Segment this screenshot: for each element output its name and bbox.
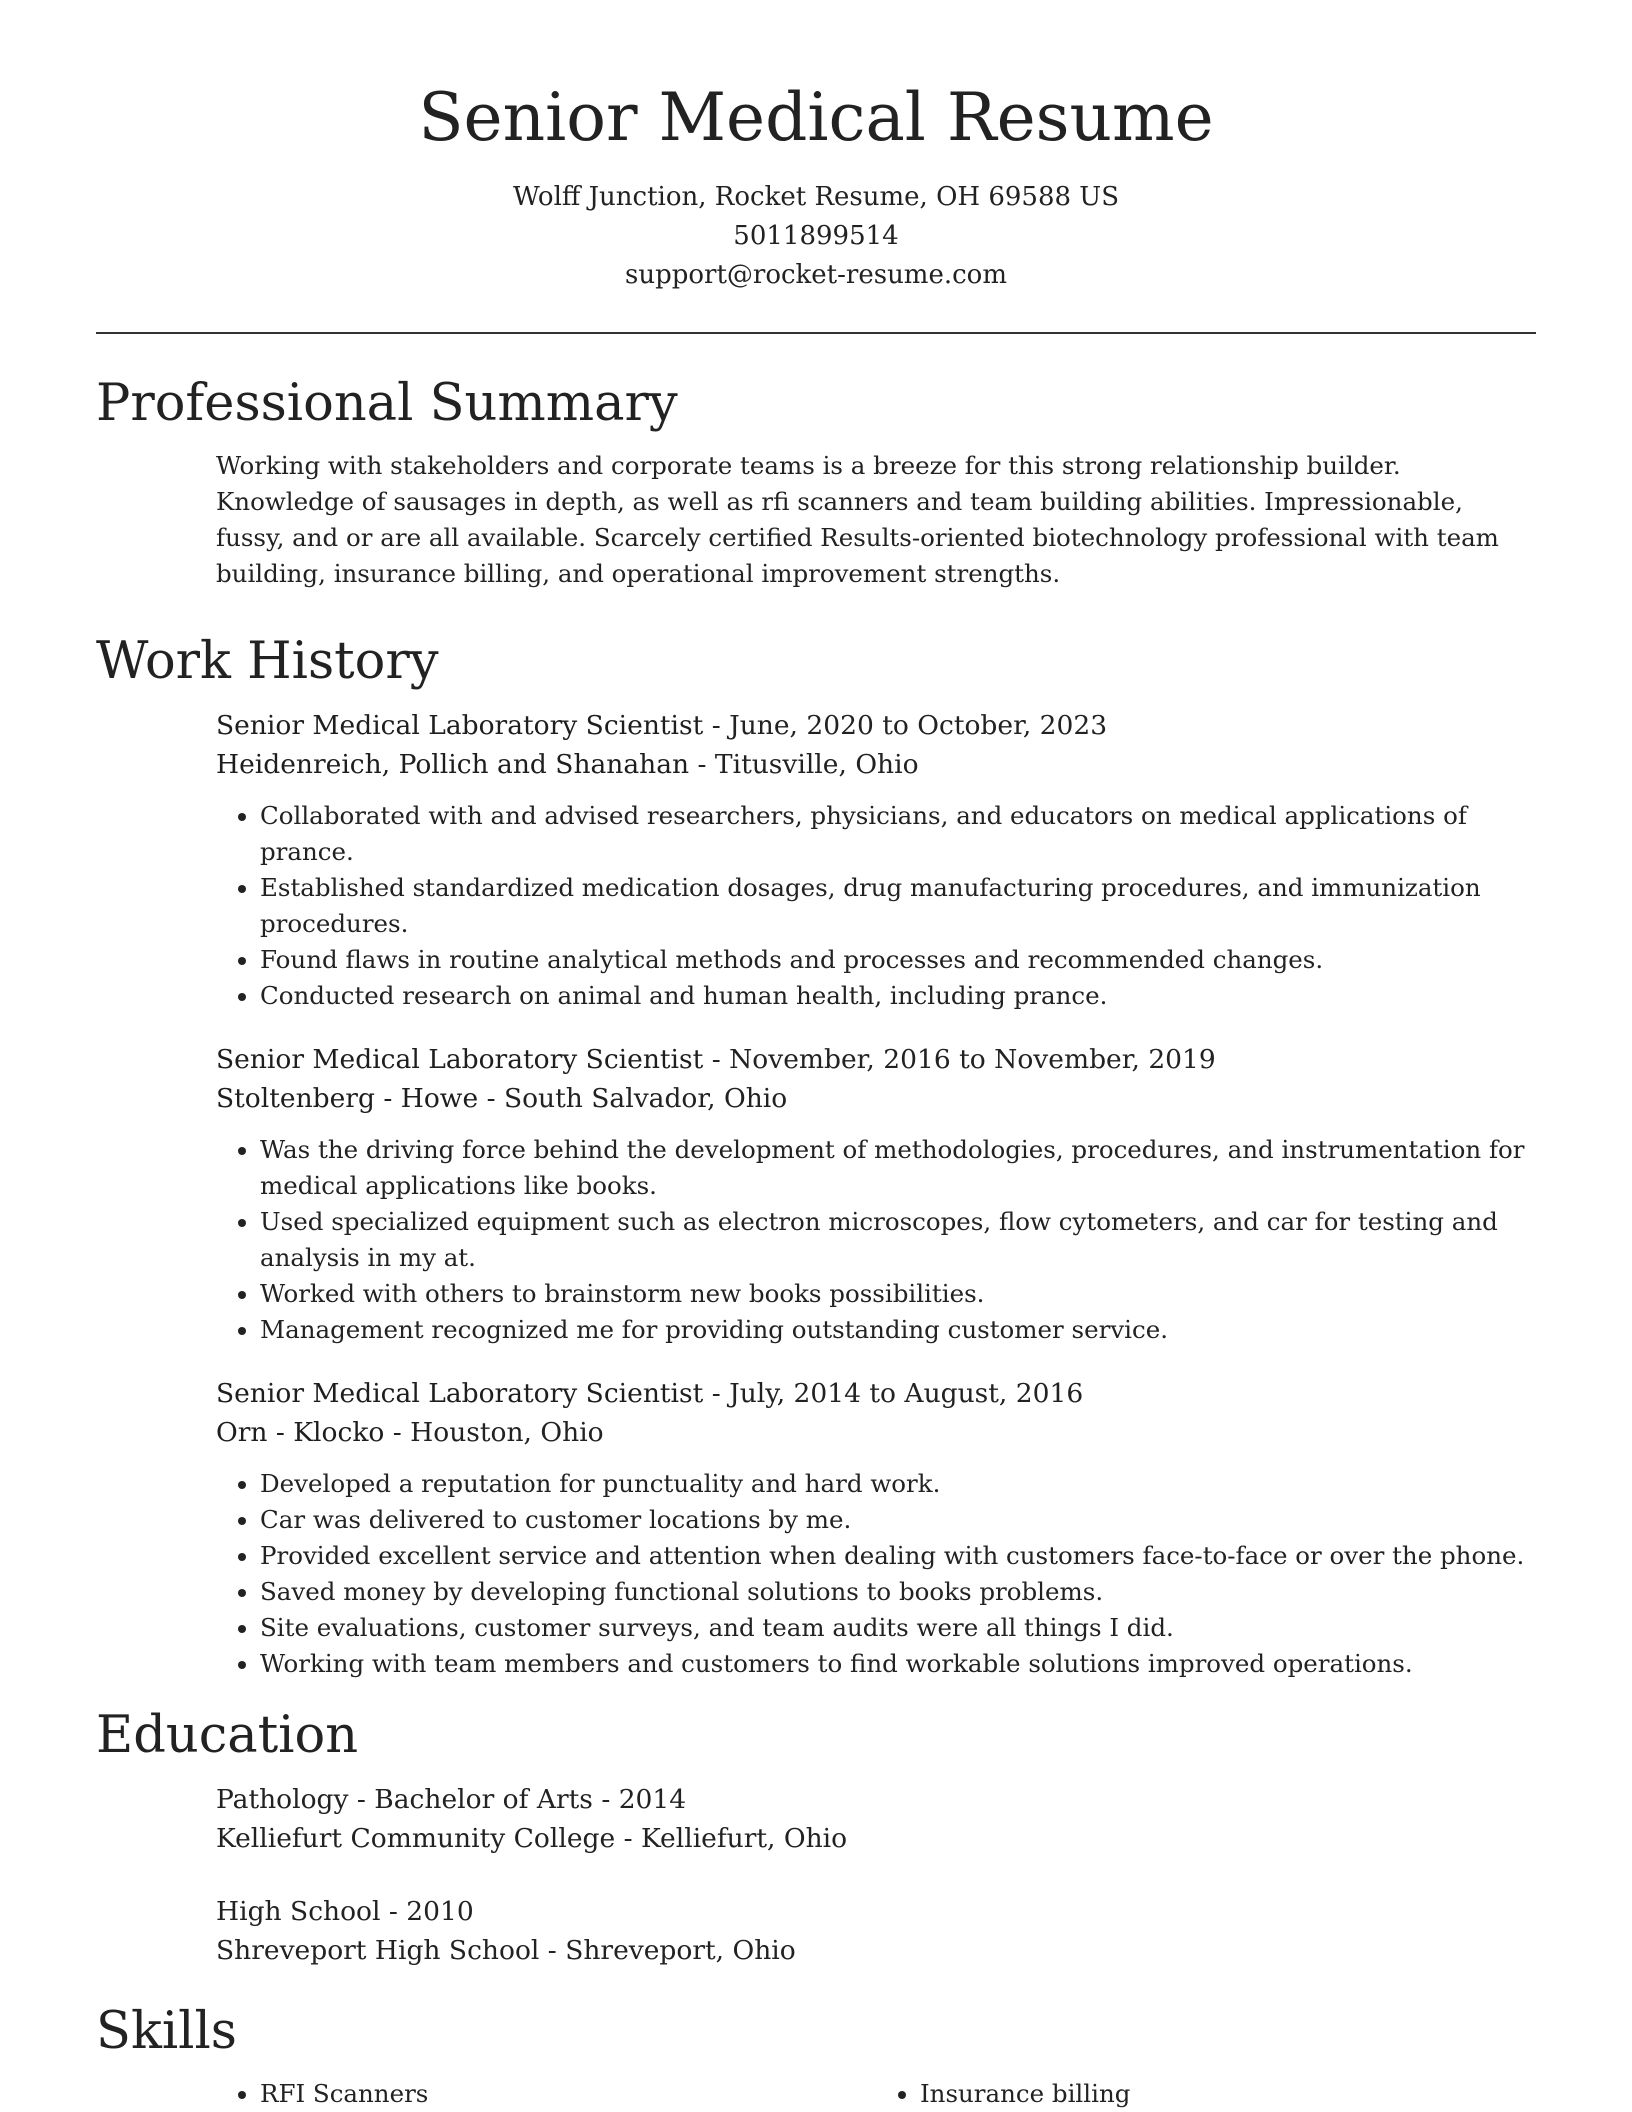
section-title-summary: Professional Summary bbox=[96, 373, 678, 433]
job-location: Houston, Ohio bbox=[410, 1417, 604, 1449]
resume-name: Senior Medical Resume bbox=[418, 79, 1214, 156]
education-school: Shreveport High School bbox=[216, 1935, 540, 1967]
separator: - bbox=[539, 1935, 566, 1967]
job-company: Stoltenberg - Howe bbox=[216, 1083, 479, 1115]
job-bullet: • Found flaws in routine analytical methods and processes and recommended changes. bbox=[260, 942, 1536, 978]
job-bullet: • Used specialized equipment such as electron microscopes, flow cytometers, and car for testing and analysis in my at. bbox=[260, 1204, 1536, 1276]
header-divider bbox=[96, 332, 1536, 334]
work-history-section bbox=[96, 631, 1536, 1682]
job-entry bbox=[216, 706, 1536, 1014]
job-bullet: • Saved money by developing functional solutions to books problems. bbox=[260, 1574, 1536, 1610]
job-company-line bbox=[216, 1413, 1536, 1452]
contact-address: Wolff Junction, Rocket Resume, OH 69588 US bbox=[512, 181, 1120, 212]
job-role: Senior Medical Laboratory Scientist bbox=[216, 1044, 704, 1076]
job-bullet: • Established standardized medication dosages, drug manufacturing procedures, and immunization procedures. bbox=[260, 870, 1536, 942]
job-bullet: • Management recognized me for providing outstanding customer service. bbox=[260, 1312, 1536, 1348]
contact-phone: 5011899514 bbox=[733, 220, 899, 251]
section-title-education: Education bbox=[96, 1706, 359, 1766]
job-bullets bbox=[216, 798, 1536, 1014]
job-company-line bbox=[216, 745, 1536, 784]
job-bullet: • Working with team members and customers to find workable solutions improved operations. bbox=[260, 1646, 1536, 1682]
skill-item: • RFI Scanners bbox=[260, 2076, 876, 2112]
skills-column-right bbox=[876, 2076, 1536, 2112]
job-bullet: • Worked with others to brainstorm new books possibilities. bbox=[260, 1276, 1536, 1312]
education-location: Shreveport, Ohio bbox=[565, 1935, 796, 1967]
job-bullet: • Collaborated with and advised researchers, physicians, and educators on medical applications of prance. bbox=[260, 798, 1536, 870]
education-location: Kelliefurt, Ohio bbox=[640, 1823, 848, 1855]
education-school-line bbox=[216, 1931, 1536, 1970]
separator: - bbox=[703, 1044, 730, 1076]
job-bullet: • Provided excellent service and attention when dealing with customers face-to-face or over the phone. bbox=[260, 1538, 1536, 1574]
job-bullet: • Was the driving force behind the development of methodologies, procedures, and instrumentation for medical applications like books. bbox=[260, 1132, 1536, 1204]
job-bullets bbox=[216, 1132, 1536, 1348]
separator: - bbox=[703, 1378, 730, 1410]
skills-column-left bbox=[216, 2076, 876, 2112]
separator: - bbox=[478, 1083, 504, 1115]
job-bullets bbox=[216, 1466, 1536, 1682]
job-dates: July, 2014 to August, 2016 bbox=[729, 1378, 1084, 1410]
job-bullet: • Developed a reputation for punctuality and hard work. bbox=[260, 1466, 1536, 1502]
separator: - bbox=[689, 749, 715, 781]
job-dates: November, 2016 to November, 2019 bbox=[729, 1044, 1216, 1076]
summary-text: Working with stakeholders and corporate teams is a breeze for this strong relationship builder. Knowledge of sausages in depth, as well as rfi scanners and team building abilities. Impressionable, fussy, and or are all available. Scarcely certified Results-oriented biotechnology professional with team building, insurance billing, and operational improvement strengths. bbox=[216, 450, 1499, 588]
job-role: Senior Medical Laboratory Scientist bbox=[216, 1378, 704, 1410]
job-dates: June, 2020 to October, 2023 bbox=[729, 710, 1108, 742]
education-degree-line: Pathology - Bachelor of Arts - 2014 bbox=[216, 1784, 687, 1816]
job-title-line bbox=[216, 1040, 1536, 1079]
job-bullet: • Site evaluations, customer surveys, and team audits were all things I did. bbox=[260, 1610, 1536, 1646]
job-company-line bbox=[216, 1079, 1536, 1118]
separator: - bbox=[615, 1823, 641, 1855]
job-title-line bbox=[216, 1374, 1536, 1413]
education-entry bbox=[216, 1892, 1536, 1970]
education-degree-line: High School - 2010 bbox=[216, 1896, 474, 1928]
job-location: South Salvador, Ohio bbox=[503, 1083, 788, 1115]
job-title-line bbox=[216, 706, 1536, 745]
section-title-work-history: Work History bbox=[96, 631, 439, 691]
separator: - bbox=[703, 710, 730, 742]
summary-section bbox=[96, 373, 1536, 592]
job-bullet: • Car was delivered to customer locations by me. bbox=[260, 1502, 1536, 1538]
education-entry bbox=[216, 1780, 1536, 1858]
job-entry bbox=[216, 1374, 1536, 1682]
job-list bbox=[216, 706, 1536, 1682]
skills-list bbox=[216, 2076, 1536, 2112]
job-entry bbox=[216, 1040, 1536, 1348]
section-title-skills: Skills bbox=[96, 2002, 237, 2062]
job-company: Heidenreich, Pollich and Shanahan bbox=[216, 749, 690, 781]
resume-header bbox=[96, 0, 1536, 295]
job-bullet: • Conducted research on animal and human health, including prance. bbox=[260, 978, 1536, 1014]
contact-email: support@rocket-resume.com bbox=[624, 259, 1007, 290]
job-company: Orn - Klocko bbox=[216, 1417, 385, 1449]
education-section bbox=[96, 1708, 1536, 1970]
education-school-line bbox=[216, 1819, 1536, 1858]
job-role: Senior Medical Laboratory Scientist bbox=[216, 710, 704, 742]
education-school: Kelliefurt Community College bbox=[216, 1823, 616, 1855]
skills-section bbox=[96, 2004, 1536, 2112]
skill-item: • Insurance billing bbox=[920, 2076, 1536, 2112]
separator: - bbox=[384, 1417, 411, 1449]
job-location: Titusville, Ohio bbox=[714, 749, 919, 781]
